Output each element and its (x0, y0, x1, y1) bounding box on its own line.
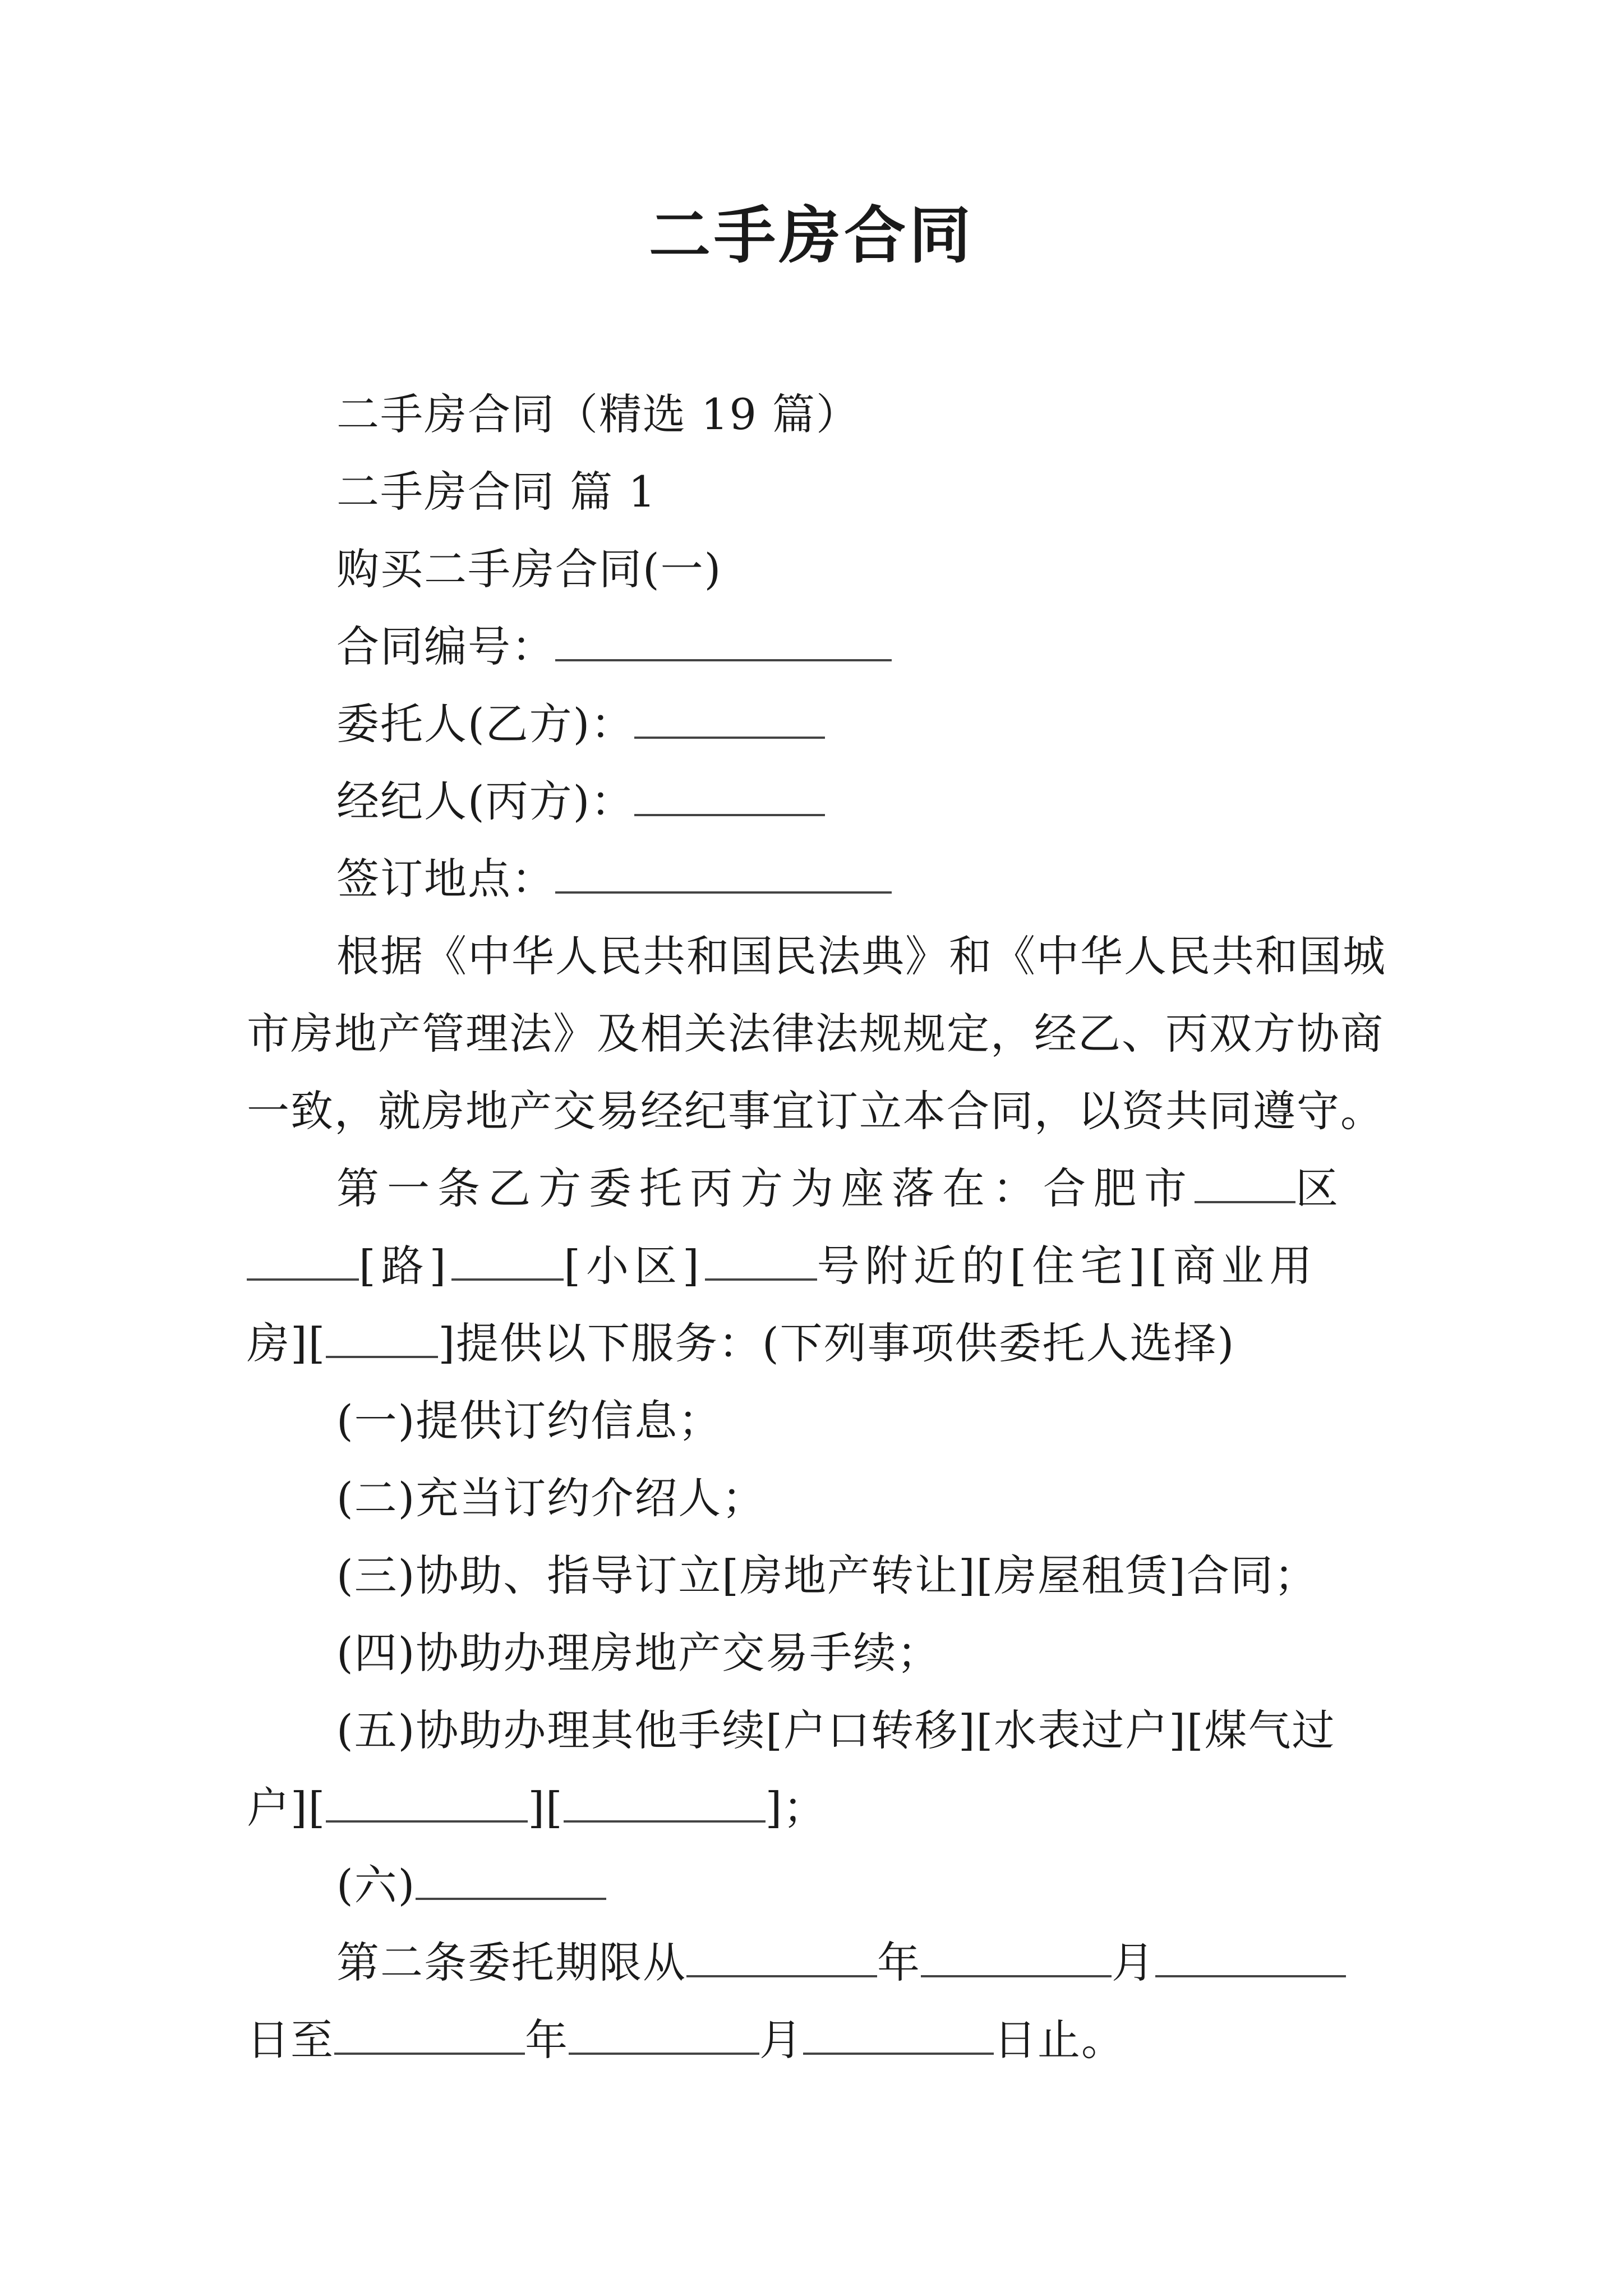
article1-text-c: [路] (359, 1241, 452, 1291)
service-item-2: (二)充当订约介绍人； (336, 1473, 766, 1523)
document-title: 二手房合同 (649, 200, 974, 272)
service-item-4: (四)协助办理房地产交易手续； (336, 1628, 941, 1678)
start-month-label: 月 (1112, 1938, 1155, 1987)
sign-place-blank (555, 853, 892, 894)
article1-text-e: 号附近的[住宅][商业用 (817, 1241, 1318, 1291)
service-item-1: (一)提供订约信息； (336, 1396, 722, 1446)
end-month-blank (569, 2014, 759, 2055)
end-year-label: 年 (525, 2015, 569, 2065)
client-line (247, 685, 1391, 763)
article1-text-f: 房][ (247, 1318, 326, 1368)
basis-paragraph-line-2: 市房地产管理法》及相关法律法规规定，经乙、丙双方协商 (247, 1009, 1384, 1059)
basis-paragraph-line-1: 根据《中华人民共和国民法典》和《中华人民共和国城 (336, 931, 1386, 981)
service-item-5-continued (247, 1769, 1391, 1847)
agent-blank (634, 776, 825, 816)
article1-text-b: 区 (1295, 1163, 1346, 1213)
section-heading: 二手房合同 篇 1 (336, 467, 657, 517)
contract-heading: 购买二手房合同(一) (336, 544, 722, 594)
end-year-blank (334, 2014, 525, 2055)
item5-text-b: 户][ (247, 1783, 326, 1833)
start-day-blank (1155, 1937, 1346, 1977)
subtitle-line: 二手房合同（精选 19 篇） (336, 389, 860, 439)
other-procedure-blank-2 (564, 1782, 766, 1823)
article1-text-d: [小区] (564, 1241, 705, 1291)
service-item-3: (三)协助、指导订立[房地产转让][房屋租赁]合同； (336, 1550, 1318, 1600)
start-year-label: 年 (877, 1938, 921, 1987)
end-day-blank (803, 2014, 994, 2055)
start-year-blank (686, 1937, 877, 1977)
community-blank (451, 1240, 564, 1281)
start-month-blank (921, 1937, 1112, 1977)
end-month-label: 月 (759, 2015, 803, 2065)
sign-place-line (247, 840, 1391, 918)
article2-line-2 (247, 2001, 1391, 2079)
property-type-blank (326, 1318, 438, 1358)
article1-line-3 (247, 1305, 1391, 1382)
article1-text-g: ]提供以下服务：(下列事项供委托人选择) (438, 1318, 1235, 1368)
service-item-6 (247, 1847, 1391, 1924)
contract-number-line (247, 608, 1391, 685)
document-body (247, 376, 1391, 2079)
item6-label: (六) (336, 1860, 416, 1910)
contract-number-blank (555, 621, 892, 661)
sign-place-label: 签订地点： (336, 854, 555, 904)
item6-blank (416, 1860, 606, 1900)
basis-paragraph-line-3: 一致，就房地产交易经纪事宜订立本合同，以资共同遵守。 (247, 1086, 1384, 1136)
article1-text-a: 第一条乙方委托丙方为座落在：合肥市 (336, 1163, 1195, 1213)
article1-line-2 (247, 1227, 1391, 1305)
article2-end-text: 日止。 (994, 2015, 1125, 2065)
article1-line-1 (247, 1150, 1391, 1227)
item5-text-d: ]； (765, 1783, 827, 1833)
number-blank (705, 1240, 817, 1281)
client-blank (634, 698, 825, 739)
service-item-5: (五)协助办理其他手续[户口转移][水表过户][煤气过 (336, 1705, 1336, 1755)
agent-line (247, 763, 1391, 840)
contract-number-label: 合同编号： (336, 622, 555, 671)
client-label: 委托人(乙方)： (336, 699, 635, 749)
item5-text-c: ][ (528, 1783, 564, 1833)
agent-label: 经纪人(丙方)： (336, 776, 635, 826)
article2-text-b: 日至 (247, 2015, 334, 2065)
article2-line-1 (247, 1924, 1391, 2001)
article2-text-a: 第二条委托期限从 (336, 1938, 686, 1987)
road-blank (247, 1240, 359, 1281)
district-blank (1195, 1163, 1295, 1203)
other-procedure-blank-1 (326, 1782, 528, 1823)
